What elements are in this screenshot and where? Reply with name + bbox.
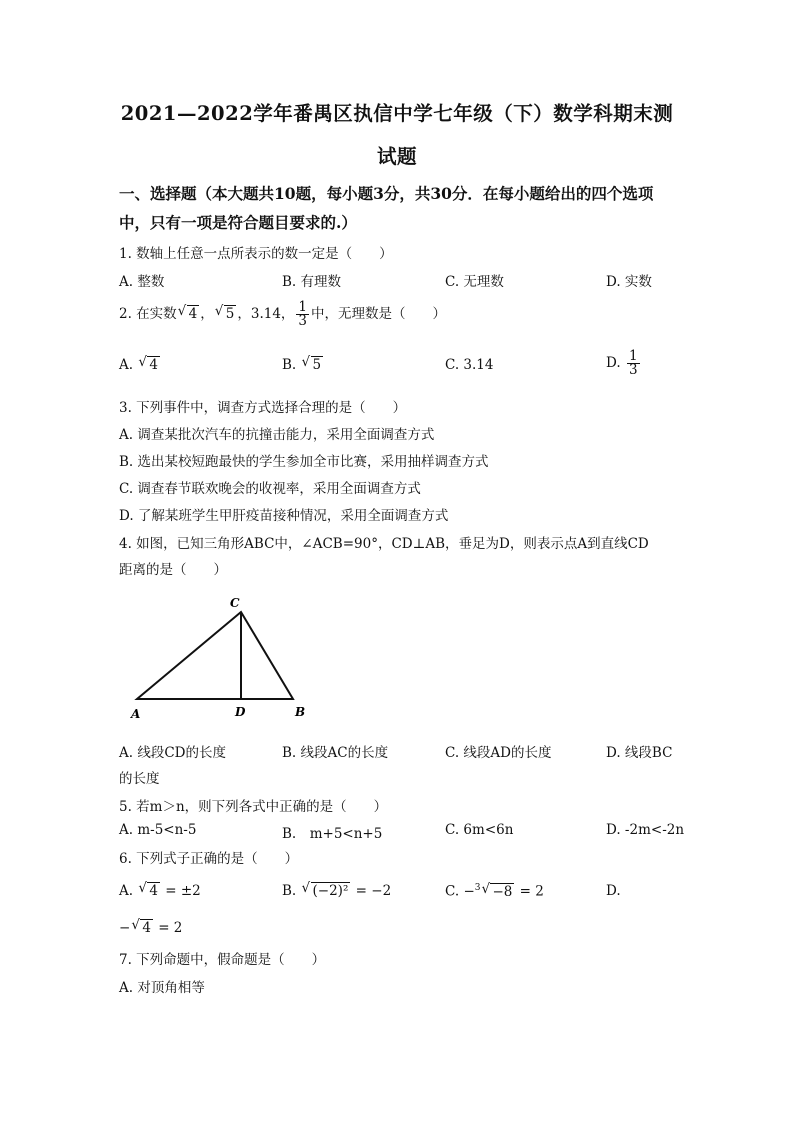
q6-stem: 6. 下列式子正确的是（ ）: [119, 851, 299, 867]
q5-option-d: D. -2m<-2n: [606, 822, 685, 838]
q5-option-a: A. m-5<n-5: [119, 822, 197, 838]
q7-stem: 7. 下列命题中，假命题是（ ）: [119, 952, 326, 968]
q2-option-b: B. √ 5: [282, 354, 322, 373]
q6-option-b: B. √ (−2)² = −2: [282, 880, 392, 899]
q4-option-a: A. 线段CD的长度: [119, 745, 226, 761]
q4-stem-cont: 距离的是（ ）: [119, 562, 227, 578]
q4-option-d: D. 线段BC: [606, 745, 673, 761]
q6-option-c: C. −$^3$ √ −8 = 2: [445, 880, 544, 900]
q7-option-a: A. 对顶角相等: [119, 980, 205, 996]
q6-option-d: D.: [606, 883, 621, 899]
triangle-abc: [137, 612, 293, 699]
q5-option-b: B. m+5<n+5: [282, 826, 383, 842]
page-title: 2021—2022学年番禺区执信中学七年级（下）数学科期末测: [120, 102, 674, 125]
q2-fraction: $\frac{1}{3}$: [298, 299, 308, 329]
q5-option-c: C. 6m<6n: [445, 822, 514, 838]
label-c: C: [230, 596, 240, 610]
q2-stem-suffix: 中，无理数是（ ）: [311, 306, 447, 322]
q1-option-d: D. 实数: [606, 274, 652, 290]
q1-option-a: A. 整数: [119, 274, 165, 290]
q4-option-d-cont: 的长度: [119, 771, 160, 787]
q4-option-c: C. 线段AD的长度: [445, 745, 552, 761]
q5-stem: 5. 若m＞n，则下列各式中正确的是（ ）: [119, 799, 388, 815]
q1-option-c: C. 无理数: [445, 274, 504, 290]
q3-option-c: C. 调查春节联欢晚会的收视率，采用全面调查方式: [119, 481, 421, 497]
q4-option-b: B. 线段AC的长度: [282, 745, 389, 761]
section-heading: 一、选择题（本大题共10题，每小题3分，共30分．在每小题给出的四个选项中，只有一项是符合题目要求的.）: [119, 184, 654, 232]
q6-option-d-cont: − √ 4 = 2: [119, 917, 183, 936]
q6-option-a: A. √ 4 = ±2: [119, 880, 201, 899]
q2-stem: 2. 在实数 √ 4 ， √ 5 ，3.14， $\frac{1}{3}$ 中，无理数是（ ）: [119, 299, 447, 329]
q2-option-a: A. √ 4: [119, 354, 158, 373]
q2-option-d: D. $\frac{1}{3}$: [606, 348, 638, 378]
q3-option-b: B. 选出某校短跑最快的学生参加全市比赛，采用抽样调查方式: [119, 454, 489, 470]
q2-sqrt-4: √ 4: [177, 303, 198, 322]
label-b: B: [295, 705, 306, 719]
q1-option-b: B. 有理数: [282, 274, 342, 290]
page-title-cont: 试题: [376, 145, 417, 168]
q2-stem-prefix: 2. 在实数: [119, 306, 177, 322]
q2-sqrt-5: √ 5: [214, 303, 235, 322]
q4-stem: 4. 如图，已知三角形ABC中，∠ACB=90°，CD⊥AB，垂足为D，则表示点A到直线CD: [119, 536, 649, 552]
label-a: A: [131, 707, 141, 721]
q2-option-c: C. 3.14: [445, 357, 494, 373]
q3-stem: 3. 下列事件中，调查方式选择合理的是（ ）: [119, 400, 407, 416]
q3-option-a: A. 调查某批次汽车的抗撞击能力，采用全面调查方式: [119, 427, 435, 443]
q3-option-d: D. 了解某班学生甲肝疫苗接种情况，采用全面调查方式: [119, 508, 449, 524]
triangle-figure: [125, 592, 315, 724]
q1-stem: 1. 数轴上任意一点所表示的数一定是（ ）: [119, 246, 393, 262]
label-d: D: [235, 705, 246, 719]
